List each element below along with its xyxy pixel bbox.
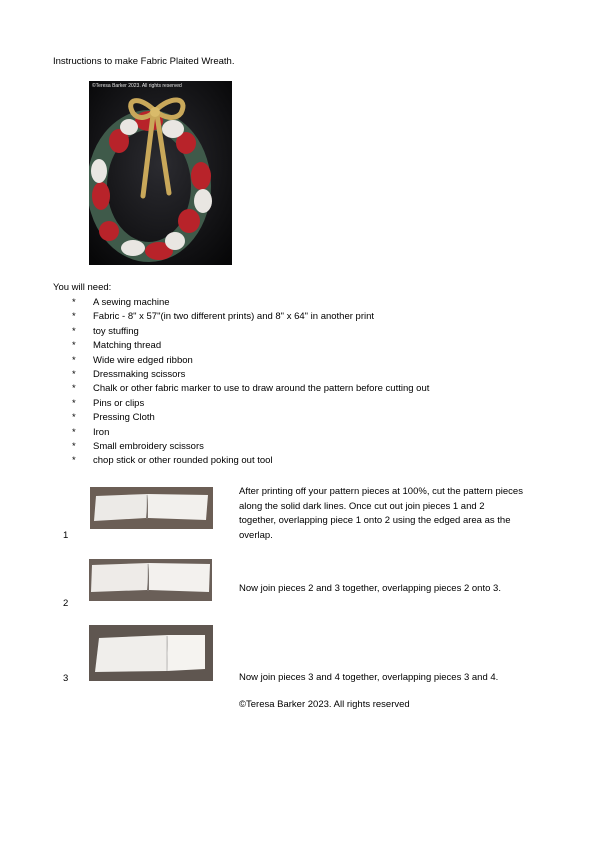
list-item: * Matching thread <box>72 340 162 352</box>
step-3-text: Now join pieces 3 and 4 together, overlapping pieces 3 and 4. <box>239 672 499 683</box>
list-item: * A sewing machine <box>72 297 170 308</box>
photo-caption: ©Teresa Barker 2023. All rights reserved <box>92 83 182 89</box>
list-item: * Pressing Cloth <box>72 412 155 424</box>
step-1-photo <box>90 487 213 529</box>
needs-list <box>72 297 429 470</box>
list-item: * Fabric - 8" x 57"(in two different prints) and 8" x 64" in another print <box>72 311 375 323</box>
copyright-notice: ©Teresa Barker 2023. All rights reserved <box>239 699 410 710</box>
wreath-photo <box>89 81 232 265</box>
list-item: * Dressmaking scissors <box>72 368 186 380</box>
wreath-illustration <box>89 81 232 265</box>
step-2-text: Now join pieces 2 and 3 together, overlapping pieces 2 onto 3. <box>239 583 501 594</box>
list-item: * Small embroidery scissors <box>72 440 204 452</box>
step-2-photo <box>89 559 212 601</box>
step-number-2: 2 <box>63 598 69 609</box>
step-1-text: After printing off your pattern pieces at 100%, cut the pattern pieces along the solid dark lines. Once cut out join pieces 1 and 2 together, overlapping piece 1 onto 2 using the edged area as the overlap. <box>239 486 523 541</box>
step-3-photo <box>89 625 213 681</box>
list-item: * toy stuffing <box>72 325 139 337</box>
needs-heading: You will need: <box>53 282 112 293</box>
step-number-1: 1 <box>63 530 69 541</box>
step-number-3: 3 <box>63 673 69 684</box>
list-item: * Pins or clips <box>72 397 145 409</box>
list-item: * Wide wire edged ribbon <box>72 354 193 366</box>
list-item: * Iron <box>72 426 110 438</box>
document-title: Instructions to make Fabric Plaited Wreath. <box>53 56 235 67</box>
list-item: * chop stick or other rounded poking out tool <box>72 455 273 467</box>
list-item: * Chalk or other fabric marker to use to draw around the pattern before cutting out <box>72 383 430 395</box>
